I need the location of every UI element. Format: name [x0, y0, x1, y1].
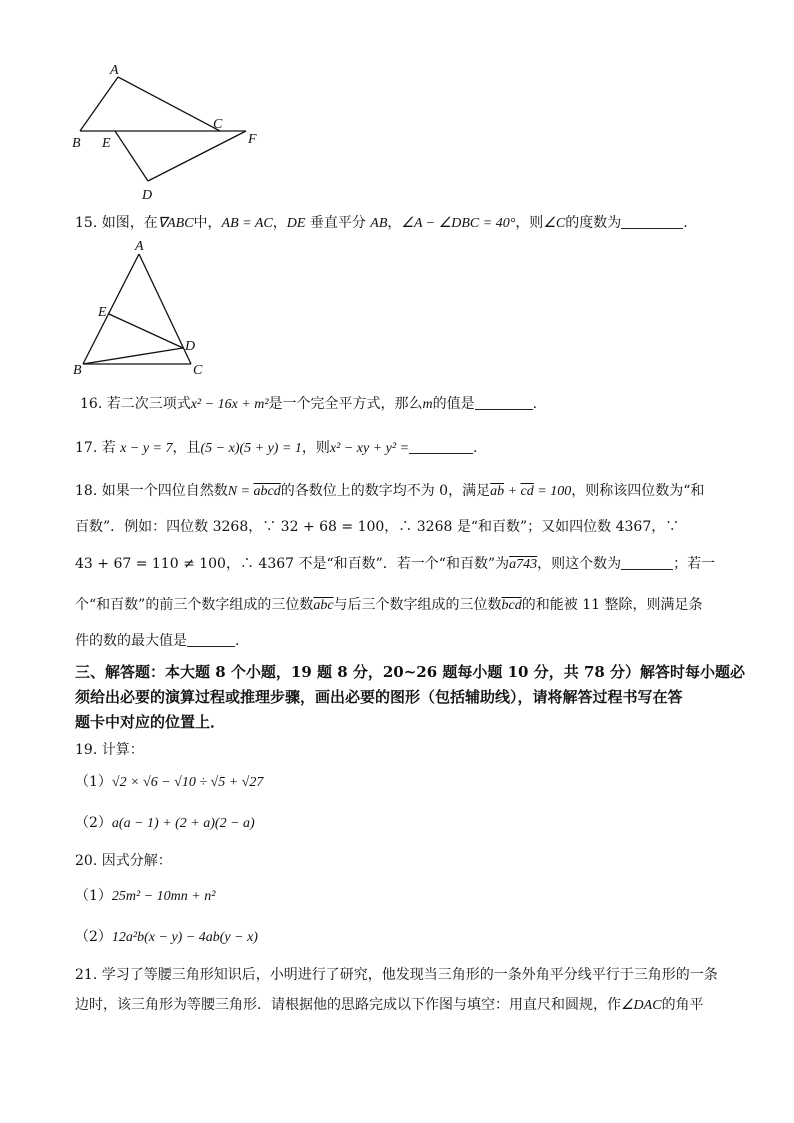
- label-d: D: [185, 339, 196, 354]
- question-18-line1: 18. 如果一个四位自然数N = abcd的各数位上的数字均不为 0，满足$\overline{ab} + \overline{cd} = 100$，则称该四位数为“和: [75, 483, 705, 499]
- question-18-line4: 个“和百数”的前三个数字组成的三位数$\overline{abc}$与后三个数字组成的三位数$\overline{bcd}$的和能被 11 整除，则满足条: [75, 597, 703, 613]
- label-a: A: [110, 63, 119, 78]
- label-a: A: [135, 239, 144, 254]
- label-b: B: [72, 136, 81, 151]
- question-16: 16. 若二次三项式x² − 16x + m²是一个完全平方式，那么m的值是 .: [80, 396, 538, 412]
- question-20-part2: （2）12a²b(x − y) − 4ab(y − x): [75, 929, 258, 945]
- label-e: E: [98, 305, 107, 320]
- figure-q14: [60, 55, 280, 205]
- question-19-part1: （1）√2 × √6 − √10 ÷ √5 + √27: [75, 774, 264, 790]
- section-3-heading-line3: 题卡中对应的位置上．: [75, 713, 226, 731]
- answer-blank-18b[interactable]: [187, 632, 235, 647]
- figure-q15: [65, 238, 215, 378]
- answer-blank-17[interactable]: [409, 439, 473, 454]
- question-18-line5: 件的数的最大值是 .: [75, 633, 240, 649]
- question-21-line1: 21. 学习了等腰三角形知识后，小明进行了研究，他发现当三角形的一条外角平分线平行于三角形的一条: [75, 967, 718, 983]
- question-18-line3: 43 + 67 = 110 ≠ 100，∴ 4367 不是“和百数”．若一个“和百数”为a743，则这个数为 ；若一: [75, 556, 716, 572]
- label-c: C: [193, 363, 203, 378]
- answer-blank-15[interactable]: [621, 214, 683, 229]
- label-e: E: [102, 136, 111, 151]
- section-3-heading-line2: 须给出必要的演算过程或推理步骤，画出必要的图形（包括辅助线），请将解答过程书写在答: [75, 688, 683, 706]
- label-d: D: [142, 188, 153, 203]
- answer-blank-18a[interactable]: [621, 555, 673, 570]
- section-3-heading-line1: 三、解答题：本大题 8 个小题，19 题 8 分，20~26 题每小题 10 分，共 78 分）解答时每小题必: [75, 663, 746, 681]
- label-b: B: [73, 363, 82, 378]
- answer-blank-16[interactable]: [475, 395, 533, 410]
- question-21-line2: 边时，该三角形为等腰三角形．请根据他的思路完成以下作图与填空：用直尺和圆规，作∠DAC的角平: [75, 997, 704, 1013]
- question-20-part1: （1）25m² − 10mn + n²: [75, 888, 216, 904]
- question-17: 17. 若 x − y = 7，且(5 − x)(5 + y) = 1，则x² − xy + y² = .: [75, 440, 478, 456]
- question-19-title: 19. 计算：: [75, 742, 144, 758]
- label-f: F: [248, 132, 257, 147]
- label-c: C: [213, 117, 223, 132]
- question-20-title: 20. 因式分解：: [75, 853, 172, 869]
- question-18-line2: 百数”．例如：四位数 3268，∵ 32 + 68 = 100，∴ 3268 是“和百数”；又如四位数 4367，∵: [75, 519, 680, 535]
- question-15: 15. 如图，在∇ABC中，AB = AC，DE 垂直平分 AB，∠A − ∠DBC = 40°，则∠C的度数为 .: [75, 215, 688, 231]
- question-19-part2: （2）a(a − 1) + (2 + a)(2 − a): [75, 815, 255, 831]
